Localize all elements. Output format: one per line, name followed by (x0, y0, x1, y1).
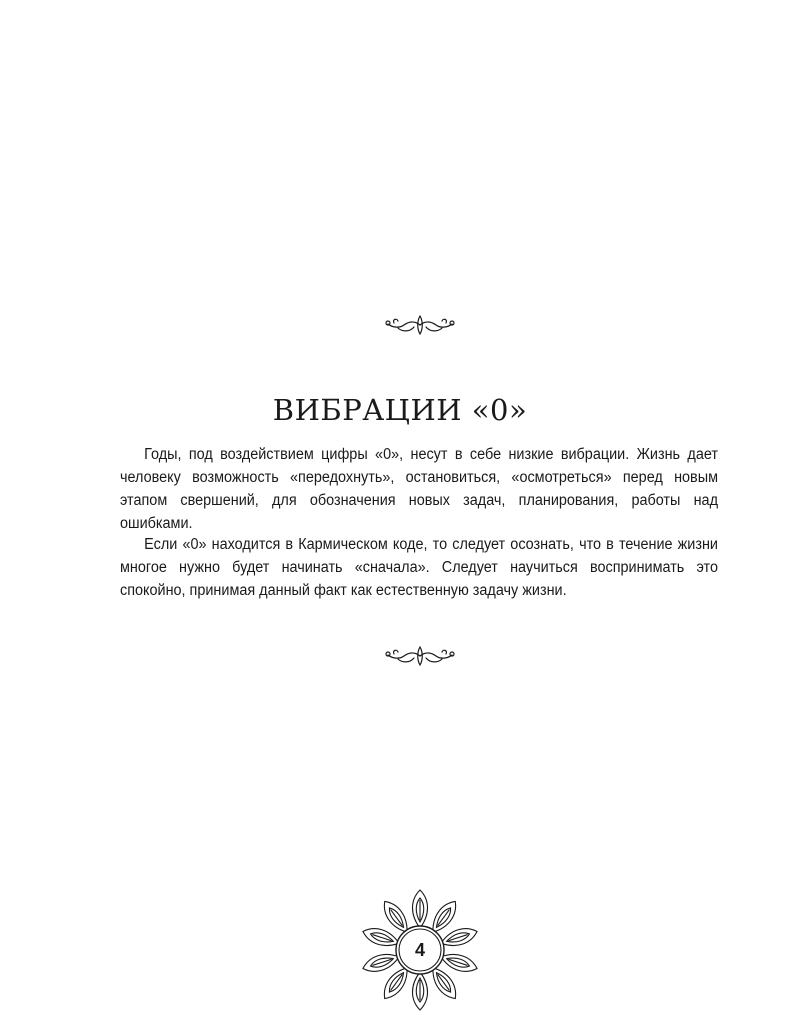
bottom-flourish-divider-icon (380, 643, 460, 669)
page-number: 4 (414, 940, 425, 960)
page-title: ВИБРАЦИИ «0» (272, 393, 528, 427)
paragraph-2: Если «0» находится в Кармическом коде, то следует осознать, что в течение жизни многое нужно будет начинать «сначала». Следует научиться воспринимать это спокойно, принимая данный факт как естественную задачу жизни. (120, 536, 718, 599)
top-flourish-divider-icon (380, 312, 460, 338)
paragraph-1: Годы, под воздействием цифры «0», несут в себе низкие вибрации. Жизнь дает человеку возможность «передохнуть», остановиться, «осмотреться» перед новым этапом свершений, для обозначения новых задач, планирования, работы над ошибками. (120, 446, 718, 532)
